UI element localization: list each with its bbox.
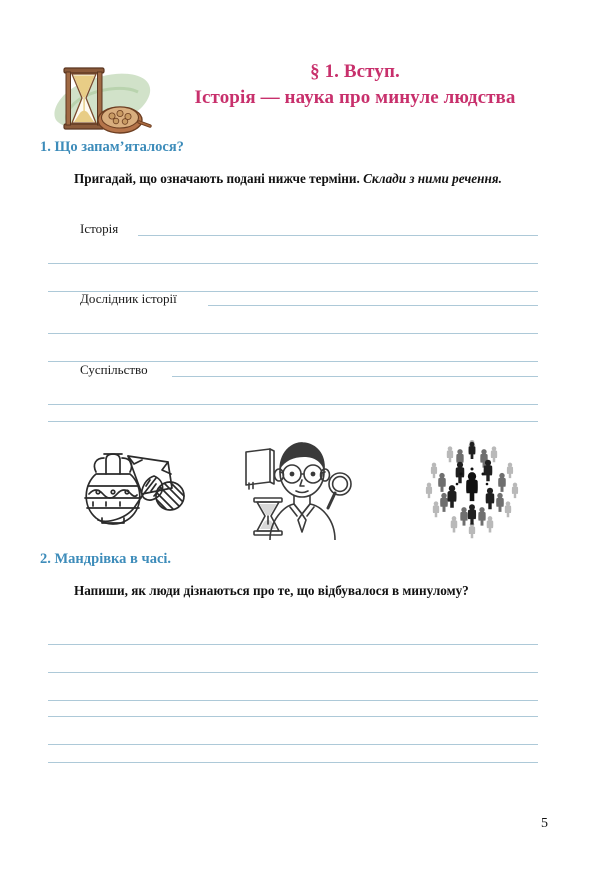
answer-line[interactable] xyxy=(48,762,538,763)
answer-line[interactable] xyxy=(48,744,538,745)
term-label-doslidnyk-istorii: Дослідник історії xyxy=(80,291,177,306)
answer-line[interactable] xyxy=(138,235,538,236)
historian-with-book-magnifier-hourglass-icon xyxy=(240,436,362,540)
page-title-line-1: § 1. Вступ. xyxy=(310,61,400,82)
answer-line[interactable] xyxy=(48,263,538,264)
answer-line[interactable] xyxy=(48,644,538,645)
answer-line[interactable] xyxy=(48,333,538,334)
answer-line[interactable] xyxy=(172,376,538,377)
illustration-row xyxy=(0,436,600,544)
page-title-line-2: Історія — наука про минуле людства xyxy=(194,87,516,109)
page-number: 5 xyxy=(541,816,548,831)
crowd-of-people-society-icon xyxy=(420,436,524,540)
term-label-istoriia: Історія xyxy=(80,221,119,236)
page-header xyxy=(0,52,600,142)
task-instruction-2-bold: Напиши, як люди дізнаються про те, що відбувалося в минулому? xyxy=(74,583,469,598)
answer-line[interactable] xyxy=(208,305,538,306)
amphora-scroll-quill-seal-icon xyxy=(72,436,190,540)
page-title xyxy=(140,60,570,111)
task-instruction-1-bold: Пригадай, що означають подані нижче терміни. xyxy=(74,171,360,186)
answer-line[interactable] xyxy=(48,404,538,405)
section-heading-2: 2. Мандрівка в часі. xyxy=(40,551,172,567)
answer-line[interactable] xyxy=(48,672,538,673)
task-instruction-1 xyxy=(40,169,538,189)
answer-line[interactable] xyxy=(48,700,538,701)
task-instruction-1-italic: Склади з ними речення. xyxy=(359,171,502,186)
task-instruction-2 xyxy=(40,581,538,601)
section-heading-1: 1. Що запам’яталося? xyxy=(40,139,184,155)
answer-line[interactable] xyxy=(48,421,538,422)
answer-line[interactable] xyxy=(48,716,538,717)
term-label-suspilstvo: Суспільство xyxy=(80,362,148,377)
